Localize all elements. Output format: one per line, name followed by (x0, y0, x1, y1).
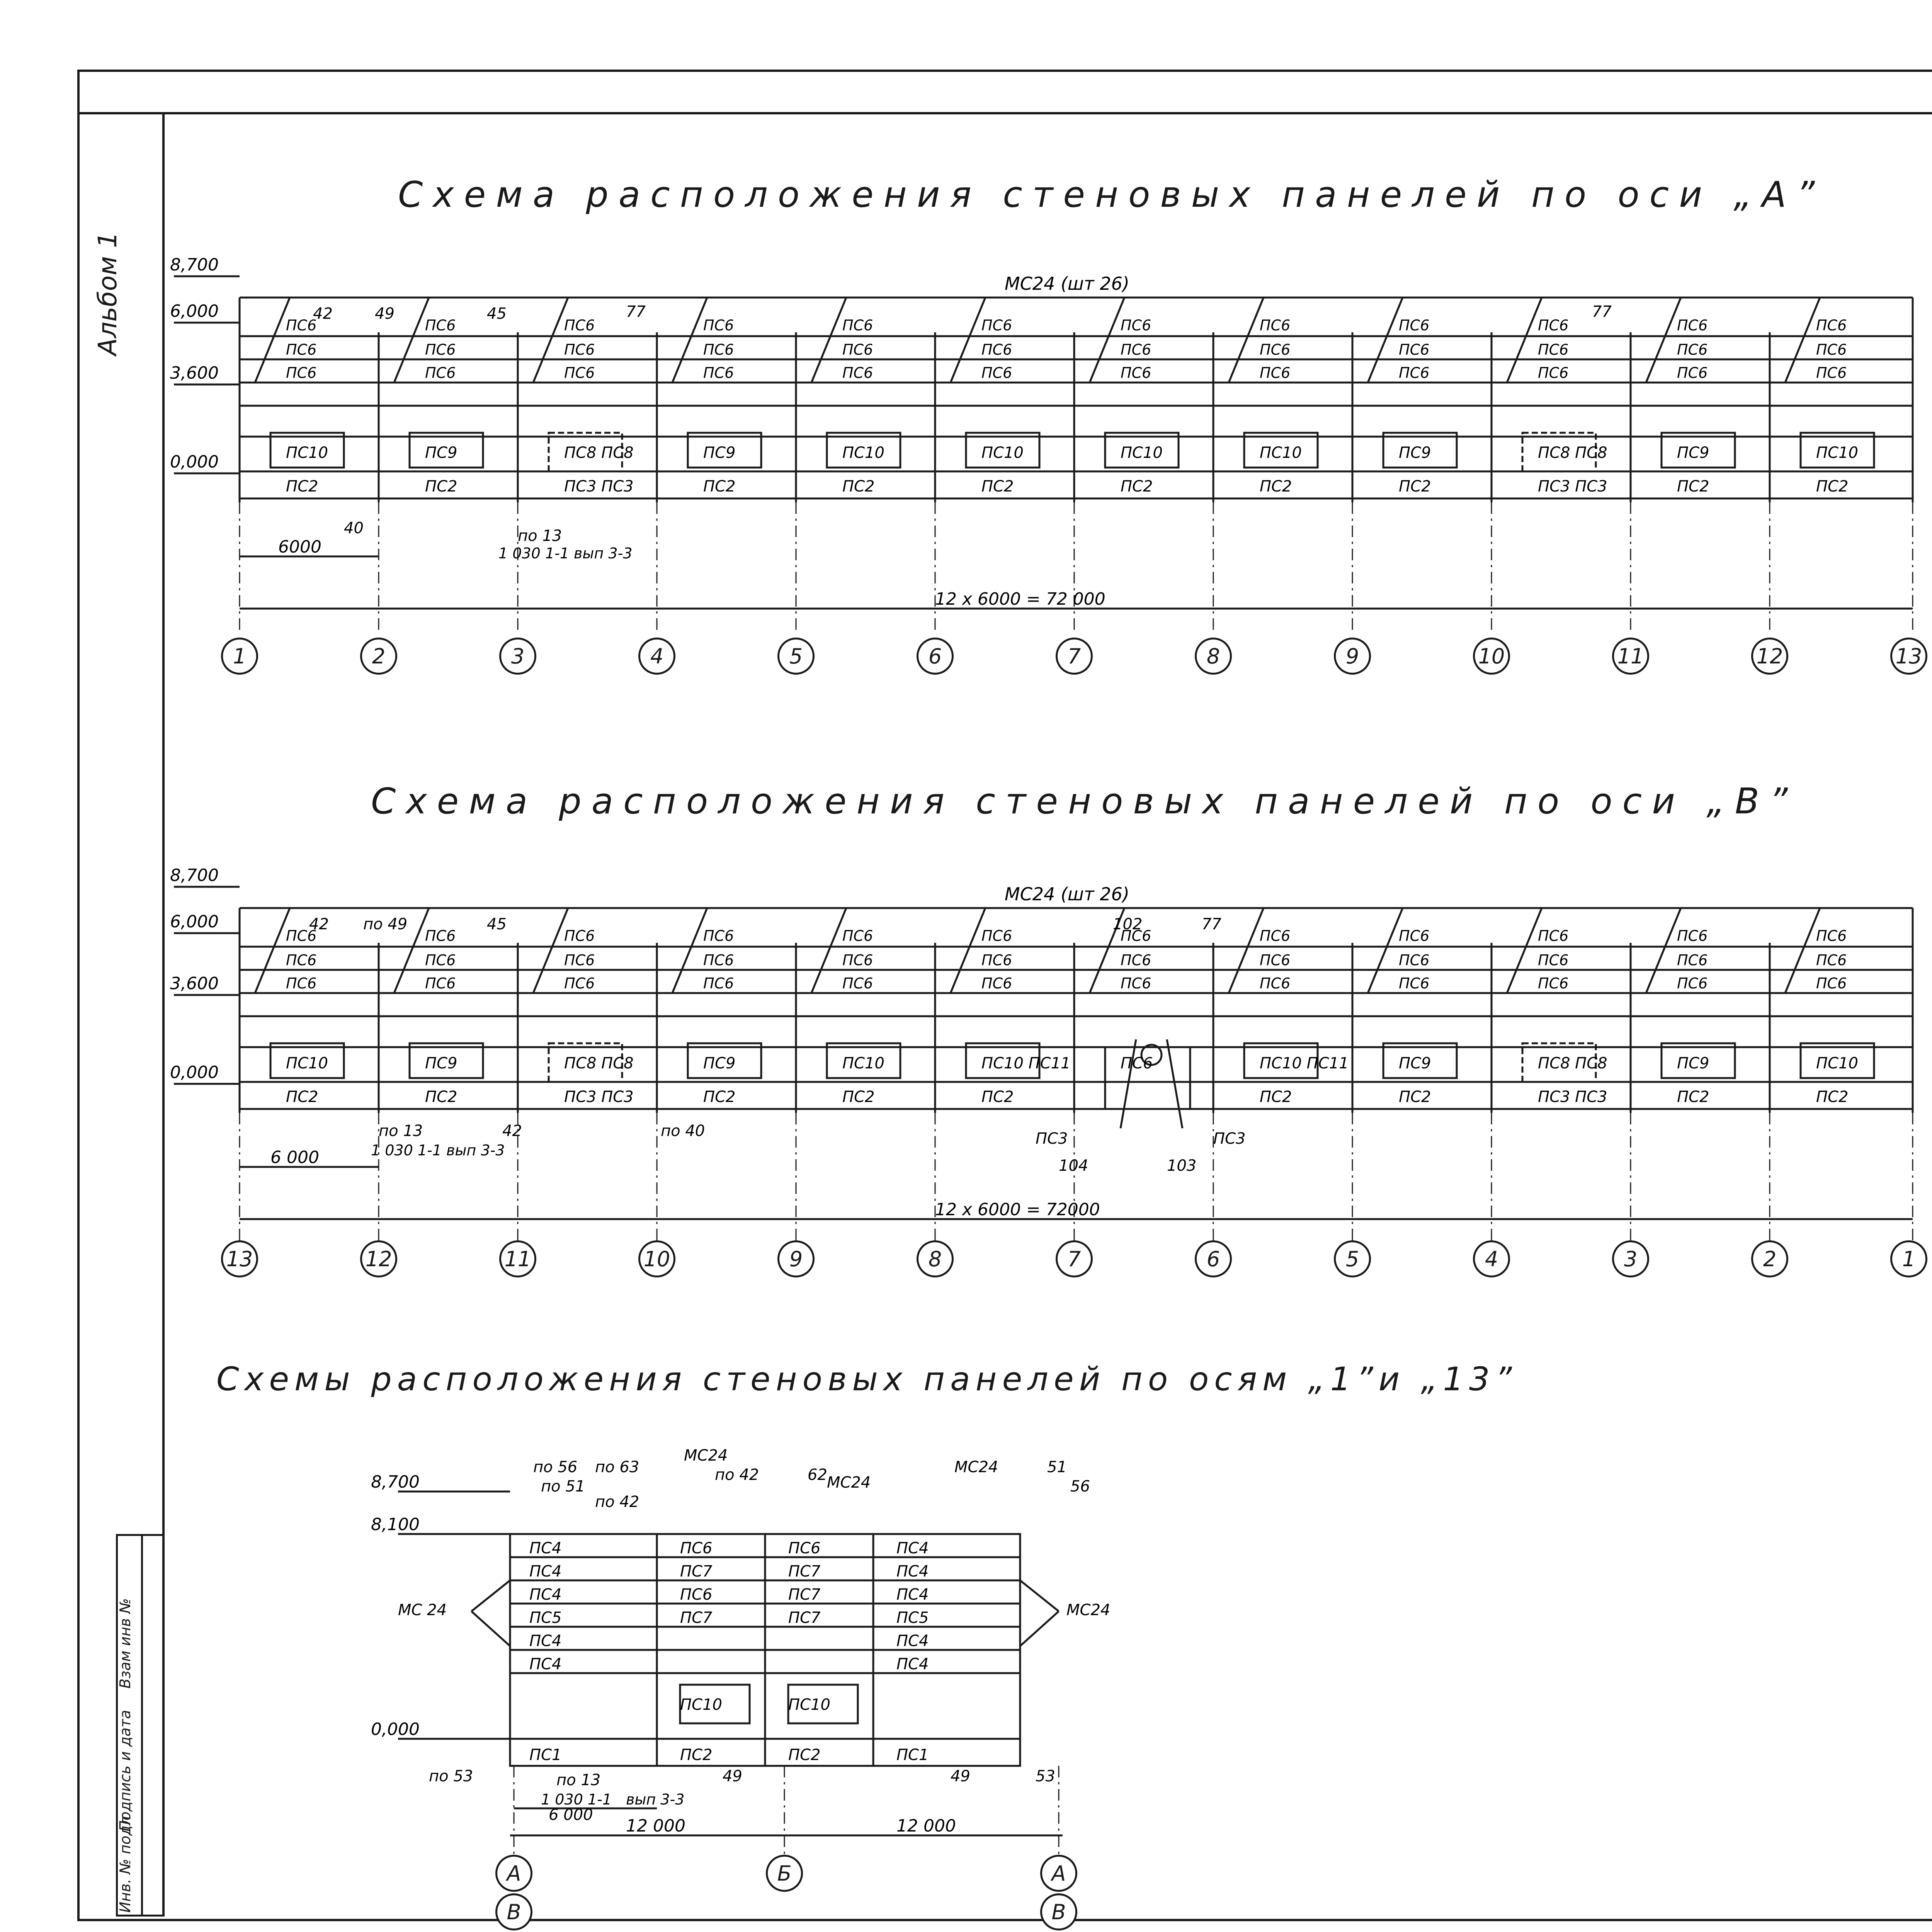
panel-col4: ПС4 (896, 1655, 929, 1673)
axis-a-note-13: по 13 (518, 527, 562, 545)
v-panel-bottom: ПС2 (1399, 1088, 1431, 1106)
axis-marker: 8 (917, 1240, 954, 1277)
v-panel-mid: ПС8 ПС8 (564, 1054, 634, 1072)
a-panel-ps6-top: ПС6 (425, 317, 456, 334)
a-panel-bottom: ПС2 (1677, 478, 1709, 495)
a-panel-ps6-low: ПС6 (1260, 364, 1291, 381)
a-panel-ps6-low: ПС6 (1677, 364, 1708, 381)
elev-v-3600: 3,600 (170, 974, 219, 993)
a-panel-ps6-top: ПС6 (564, 317, 595, 334)
panel-col1: ПС4 (529, 1586, 562, 1604)
axis-marker: 4 (1473, 1240, 1510, 1277)
a-panel-mid: ПС8 ПС8 (1538, 444, 1607, 462)
a-panel-mid: ПС10 (981, 444, 1024, 462)
a-panel-bottom: ПС3 ПС3 (564, 478, 634, 495)
elev-a-0000: 0,000 (170, 452, 219, 472)
axis-marker: 13 (1890, 638, 1927, 675)
axis-marker: В (495, 1893, 532, 1930)
a-panel-mid: ПС10 (842, 444, 884, 462)
v-panel-mid: ПС10 (1816, 1054, 1858, 1072)
a-panel-mid: ПС10 (1260, 444, 1302, 462)
axis-v-dim-13: по 13 (379, 1122, 423, 1140)
axis-marker: 3 (1612, 1240, 1649, 1277)
v-panel-ps6-low: ПС6 (842, 975, 873, 992)
panel-col2: ПС7 (680, 1563, 713, 1580)
axis-marker: 7 (1056, 638, 1093, 675)
panel-col4: ПС1 (896, 1746, 929, 1764)
v-panel-bottom: ПС2 (286, 1088, 318, 1106)
v-panel-ps6-top: ПС6 (703, 927, 734, 944)
axis-marker: 10 (638, 1240, 675, 1277)
a-panel-bottom: ПС2 (703, 478, 736, 495)
panel-col4: ПС5 (896, 1609, 929, 1627)
a-panel-ps6-mid: ПС6 (1816, 341, 1847, 358)
elev-113-0000: 0,000 (371, 1719, 420, 1739)
v-panel-ps6-mid: ПС6 (564, 952, 595, 969)
v-panel-ps6-low: ПС6 (1121, 975, 1151, 992)
axis-a-note-series: 1 030 1-1 вып 3-3 (498, 545, 633, 562)
panel-col3: ПС7 (788, 1563, 821, 1580)
a-panel-mid: ПС9 (1399, 444, 1431, 462)
axis-v-dim-77: 77 (1202, 915, 1221, 933)
panel-col1: ПС4 (529, 1539, 562, 1557)
v-panel-ps6-top: ПС6 (981, 927, 1012, 944)
panel-col3: ПС7 (788, 1586, 821, 1604)
v-panel-ps6-mid: ПС6 (981, 952, 1012, 969)
v-panel-ps6-low: ПС6 (1677, 975, 1708, 992)
label-vyp: вып 3-3 (626, 1791, 685, 1808)
a-panel-ps6-top: ПС6 (1677, 317, 1708, 334)
v-panel-bottom: ПС2 (703, 1088, 736, 1106)
axis-v-series: 1 030 1-1 вып 3-3 (371, 1142, 505, 1159)
axis-v-dim-103: 103 (1167, 1157, 1197, 1175)
axis-marker: Б (766, 1855, 803, 1892)
v-panel-ps6-top: ПС6 (1538, 927, 1569, 944)
panel-col4: ПС4 (896, 1539, 929, 1557)
label-49a: 49 (723, 1767, 742, 1785)
label-po51: по 51 (541, 1478, 585, 1495)
a-panel-ps6-low: ПС6 (1816, 364, 1847, 381)
top-border-line (77, 112, 1932, 114)
a-panel-ps6-low: ПС6 (564, 364, 595, 381)
axis-marker: 1 (221, 638, 258, 675)
a-panel-mid: ПС10 (286, 444, 328, 462)
axis-marker: 11 (1612, 638, 1649, 675)
panel-col1: ПС4 (529, 1632, 562, 1650)
v-panel-ps6-top: ПС6 (1260, 927, 1291, 944)
a-panel-ps6-top: ПС6 (981, 317, 1012, 334)
a-panel-ps6-mid: ПС6 (286, 341, 317, 358)
title-axes-1-13: Схемы расположения стеновых панелей по осям „1”и „13” (216, 1360, 1517, 1398)
v-panel-ps6-low: ПС6 (703, 975, 734, 992)
elev-a-3600: 3,600 (170, 363, 219, 383)
panel-col4: ПС4 (896, 1586, 929, 1604)
panel-col2: ПС6 (680, 1586, 713, 1604)
a-panel-bottom: ПС2 (1260, 478, 1292, 495)
axis-marker: А (495, 1855, 532, 1892)
label-ms24-c: МС24 (954, 1458, 998, 1476)
axis-v-dim-102: 102 (1113, 915, 1143, 933)
v-panel-ps6-top: ПС6 (286, 927, 317, 944)
label-po63: по 63 (595, 1458, 639, 1476)
elev-113-8700: 8,700 (371, 1472, 420, 1492)
label-53: 53 (1036, 1767, 1055, 1785)
a-panel-ps6-mid: ПС6 (1260, 341, 1291, 358)
v-panel-ps6-mid: ПС6 (703, 952, 734, 969)
a-panel-ps6-top: ПС6 (286, 317, 317, 334)
a-panel-ps6-mid: ПС6 (425, 341, 456, 358)
diagram-axis-v (162, 858, 1932, 1321)
panel-col3: ПС2 (788, 1746, 821, 1764)
a-panel-ps6-low: ПС6 (981, 364, 1012, 381)
a-panel-ps6-mid: ПС6 (842, 341, 873, 358)
panel-col4: ПС4 (896, 1632, 929, 1650)
side-strip-inventory: Инв. № подл (117, 1816, 134, 1913)
label-12000b: 12 000 (896, 1816, 956, 1836)
v-panel-ps6-mid: ПС6 (1399, 952, 1430, 969)
label-51: 51 (1047, 1458, 1067, 1476)
a-panel-mid: ПС9 (425, 444, 457, 462)
label-ms24-a: МС24 (684, 1447, 728, 1464)
v-panel-bottom: ПС2 (1260, 1088, 1292, 1106)
v-panel-ps6-top: ПС6 (1677, 927, 1708, 944)
panel-col2: ПС7 (680, 1609, 713, 1627)
axis-marker: 2 (360, 638, 397, 675)
v-panel-ps6-low: ПС6 (1399, 975, 1430, 992)
label-po53: по 53 (429, 1767, 473, 1785)
axis-marker: 5 (777, 638, 815, 675)
axis-marker: 9 (777, 1240, 815, 1277)
v-panel-mid: ПС9 (1399, 1054, 1431, 1072)
v-panel-ps6-low: ПС6 (564, 975, 595, 992)
label-49b: 49 (951, 1767, 970, 1785)
a-panel-ps6-top: ПС6 (1538, 317, 1569, 334)
label-ms24-b: МС24 (827, 1474, 871, 1492)
a-panel-ps6-mid: ПС6 (564, 341, 595, 358)
a-panel-ps6-mid: ПС6 (703, 341, 734, 358)
a-panel-bottom: ПС2 (1399, 478, 1431, 495)
axis-marker: 7 (1056, 1240, 1093, 1277)
a-panel-ps6-low: ПС6 (1399, 364, 1430, 381)
axis-v-bay: 6 000 (270, 1148, 319, 1167)
axis-v-dim-42b: 42 (502, 1122, 522, 1140)
label-12000a: 12 000 (626, 1816, 685, 1836)
v-panel-ps6-mid: ПС6 (286, 952, 317, 969)
panel-col1: ПС5 (529, 1609, 562, 1627)
axis-a-dim-77b: 77 (1592, 303, 1612, 321)
elev-v-8700: 8,700 (170, 866, 219, 885)
v-panel-ps6-top: ПС6 (564, 927, 595, 944)
axis-marker: 12 (1751, 638, 1788, 675)
a-panel-ps6-low: ПС6 (286, 364, 317, 381)
a-panel-ps6-top: ПС6 (1816, 317, 1847, 334)
panel-col3: ПС6 (788, 1539, 821, 1557)
a-panel-bottom: ПС2 (286, 478, 318, 495)
v-panel-ps6-top: ПС6 (1816, 927, 1847, 944)
v-panel-ps6-mid: ПС6 (1260, 952, 1291, 969)
v-panel-ps6-low: ПС6 (981, 975, 1012, 992)
axis-v-total: 12 х 6000 = 72000 (935, 1200, 1100, 1219)
diagram-axis-a (162, 247, 1932, 711)
label-62: 62 (808, 1466, 827, 1484)
axis-marker: 9 (1334, 638, 1371, 675)
axis-v-dim-40: по 40 (661, 1122, 705, 1140)
axis-v-dim-49: по 49 (363, 915, 408, 933)
v-panel-ps6-low: ПС6 (1816, 975, 1847, 992)
axis-marker: 11 (499, 1240, 536, 1277)
axis-a-top-label: МС24 (шт 26) (1005, 273, 1129, 294)
v-panel-mid: ПС8 ПС8 (1538, 1054, 1607, 1072)
a-panel-ps6-mid: ПС6 (1399, 341, 1430, 358)
a-panel-ps6-mid: ПС6 (1677, 341, 1708, 358)
panel-col2: ПС6 (680, 1539, 713, 1557)
a-panel-mid: ПС9 (1677, 444, 1709, 462)
a-panel-ps6-top: ПС6 (703, 317, 734, 334)
axis-marker: 6 (1195, 1240, 1232, 1277)
v-panel-mid: ПС10 (286, 1054, 328, 1072)
a-panel-bottom: ПС2 (842, 478, 875, 495)
v-panel-ps6-top: ПС6 (1399, 927, 1430, 944)
v-panel-mid: ПС9 (703, 1054, 736, 1072)
v-panel-ps6-mid: ПС6 (1677, 952, 1708, 969)
a-panel-ps6-top: ПС6 (842, 317, 873, 334)
v-panel-bottom: ПС2 (1816, 1088, 1849, 1106)
label-6000: 6 000 (549, 1806, 593, 1824)
axis-a-total: 12 х 6000 = 72 000 (935, 589, 1105, 609)
v-panel-mid: ПС10 ПС11 (981, 1054, 1071, 1072)
axis-v-dim-42: 42 (309, 915, 329, 933)
a-panel-ps6-low: ПС6 (1121, 364, 1151, 381)
axis-marker: А (1040, 1855, 1077, 1892)
v-panel-mid: ПС10 ПС11 (1260, 1054, 1349, 1072)
a-panel-bottom: ПС2 (1816, 478, 1849, 495)
axis-marker: 10 (1473, 638, 1510, 675)
panel-col4: ПС4 (896, 1563, 929, 1580)
axis-a-dim-77a: 77 (626, 303, 646, 321)
axis-marker: 3 (499, 638, 536, 675)
v-panel-bottom: ПС3 ПС3 (1538, 1088, 1607, 1106)
axis-a-dim-49: 49 (375, 305, 395, 323)
title-axis-v: Схема расположения стеновых панелей по оси „В” (371, 781, 1798, 822)
title-axis-a: Схема расположения стеновых панелей по оси „А” (398, 174, 1825, 215)
label-56: 56 (1070, 1478, 1090, 1495)
panel-col1: ПС1 (529, 1746, 562, 1764)
v-panel-bottom: ПС2 (842, 1088, 875, 1106)
a-panel-bottom: ПС2 (1121, 478, 1153, 495)
label-ms24-right: МС24 (1066, 1601, 1111, 1619)
v-panel-ps6-top: ПС6 (1121, 927, 1151, 944)
label-po13: по 13 (556, 1771, 601, 1789)
panel-col3: ПС7 (788, 1609, 821, 1627)
v-panel-ps6-low: ПС6 (1538, 975, 1569, 992)
axis-a-dim-42: 42 (313, 305, 333, 323)
panel-col1: ПС4 (529, 1655, 562, 1673)
v-panel-bottom: ПС2 (425, 1088, 457, 1106)
a-panel-ps6-low: ПС6 (842, 364, 873, 381)
a-panel-ps6-mid: ПС6 (1121, 341, 1151, 358)
a-panel-bottom: ПС3 ПС3 (1538, 478, 1607, 495)
a-panel-bottom: ПС2 (425, 478, 457, 495)
v-panel-ps6-low: ПС6 (1260, 975, 1291, 992)
side-strip-replace: Взам инв № (117, 1598, 134, 1689)
v-panel-ps6-low: ПС6 (425, 975, 456, 992)
a-panel-ps6-low: ПС6 (703, 364, 734, 381)
a-panel-ps6-mid: ПС6 (1538, 341, 1569, 358)
axis-marker: 4 (638, 638, 675, 675)
axis-marker: 6 (917, 638, 954, 675)
v-panel-mid: ПС6 (1121, 1054, 1153, 1072)
v-panel-mid: ПС9 (1677, 1054, 1709, 1072)
axis-marker: 13 (221, 1240, 258, 1277)
v-panel-ps6-top: ПС6 (842, 927, 873, 944)
a-panel-ps6-top: ПС6 (1121, 317, 1151, 334)
v-panel-bottom: ПС3 ПС3 (564, 1088, 634, 1106)
a-panel-mid: ПС9 (703, 444, 736, 462)
a-panel-ps6-low: ПС6 (1538, 364, 1569, 381)
axis-v-ps3b: ПС3 (1213, 1130, 1246, 1148)
a-panel-mid: ПС8 ПС8 (564, 444, 634, 462)
axis-v-dim-45: 45 (487, 915, 507, 933)
a-panel-ps6-top: ПС6 (1399, 317, 1430, 334)
v-panel-bottom: ПС2 (981, 1088, 1014, 1106)
axis-marker: 5 (1334, 1240, 1371, 1277)
label-po56: по 56 (533, 1458, 578, 1476)
panel-col1: ПС4 (529, 1563, 562, 1580)
elev-v-6000: 6,000 (170, 912, 219, 932)
album-label: Альбом 1 (93, 231, 122, 355)
elev-113-8100: 8,100 (371, 1515, 420, 1534)
label-series: 1 030 1-1 (541, 1791, 612, 1808)
v-panel-ps6-mid: ПС6 (1816, 952, 1847, 969)
v-panel-bottom: ПС2 (1677, 1088, 1709, 1106)
axis-a-bay: 6000 (278, 537, 321, 557)
label-po42: по 42 (595, 1493, 639, 1511)
elev-v-0000: 0,000 (170, 1063, 219, 1082)
axis-marker: 1 (1890, 1240, 1927, 1277)
v-panel-ps6-top: ПС6 (425, 927, 456, 944)
side-strip-divider-1 (141, 1536, 143, 1917)
a-panel-ps6-top: ПС6 (1260, 317, 1291, 334)
label-po42b: по 42 (715, 1466, 759, 1484)
axis-v-ps3a: ПС3 (1036, 1130, 1068, 1148)
v-panel-ps6-mid: ПС6 (1538, 952, 1569, 969)
a-panel-bottom: ПС2 (981, 478, 1014, 495)
v-panel-ps6-mid: ПС6 (1121, 952, 1151, 969)
axis-marker: 8 (1195, 638, 1232, 675)
axis-v-top-label: МС24 (шт 26) (1005, 884, 1129, 905)
axis-marker: 12 (360, 1240, 397, 1277)
elev-a-8700: 8,700 (170, 255, 219, 275)
a-panel-ps6-mid: ПС6 (981, 341, 1012, 358)
panel-col2: ПС10 (680, 1696, 722, 1714)
v-panel-mid: ПС10 (842, 1054, 884, 1072)
axis-v-dim-104: 104 (1059, 1157, 1088, 1175)
axis-a-dim-45: 45 (487, 305, 507, 323)
a-panel-mid: ПС10 (1121, 444, 1163, 462)
axis-marker: 2 (1751, 1240, 1788, 1277)
v-panel-mid: ПС9 (425, 1054, 457, 1072)
a-panel-ps6-low: ПС6 (425, 364, 456, 381)
label-ms24-left: МС 24 (398, 1601, 447, 1619)
v-panel-ps6-low: ПС6 (286, 975, 317, 992)
axis-marker: В (1040, 1893, 1077, 1930)
diagram-axes-1-13 (348, 1430, 1159, 1932)
v-panel-ps6-mid: ПС6 (842, 952, 873, 969)
v-panel-ps6-mid: ПС6 (425, 952, 456, 969)
axis-a-dim-40: 40 (344, 519, 364, 537)
elev-a-6000: 6,000 (170, 301, 219, 321)
side-strip-signature: Подпись и дата (117, 1710, 134, 1832)
a-panel-mid: ПС10 (1816, 444, 1858, 462)
panel-col3: ПС10 (788, 1696, 830, 1714)
panel-col2: ПС2 (680, 1746, 713, 1764)
